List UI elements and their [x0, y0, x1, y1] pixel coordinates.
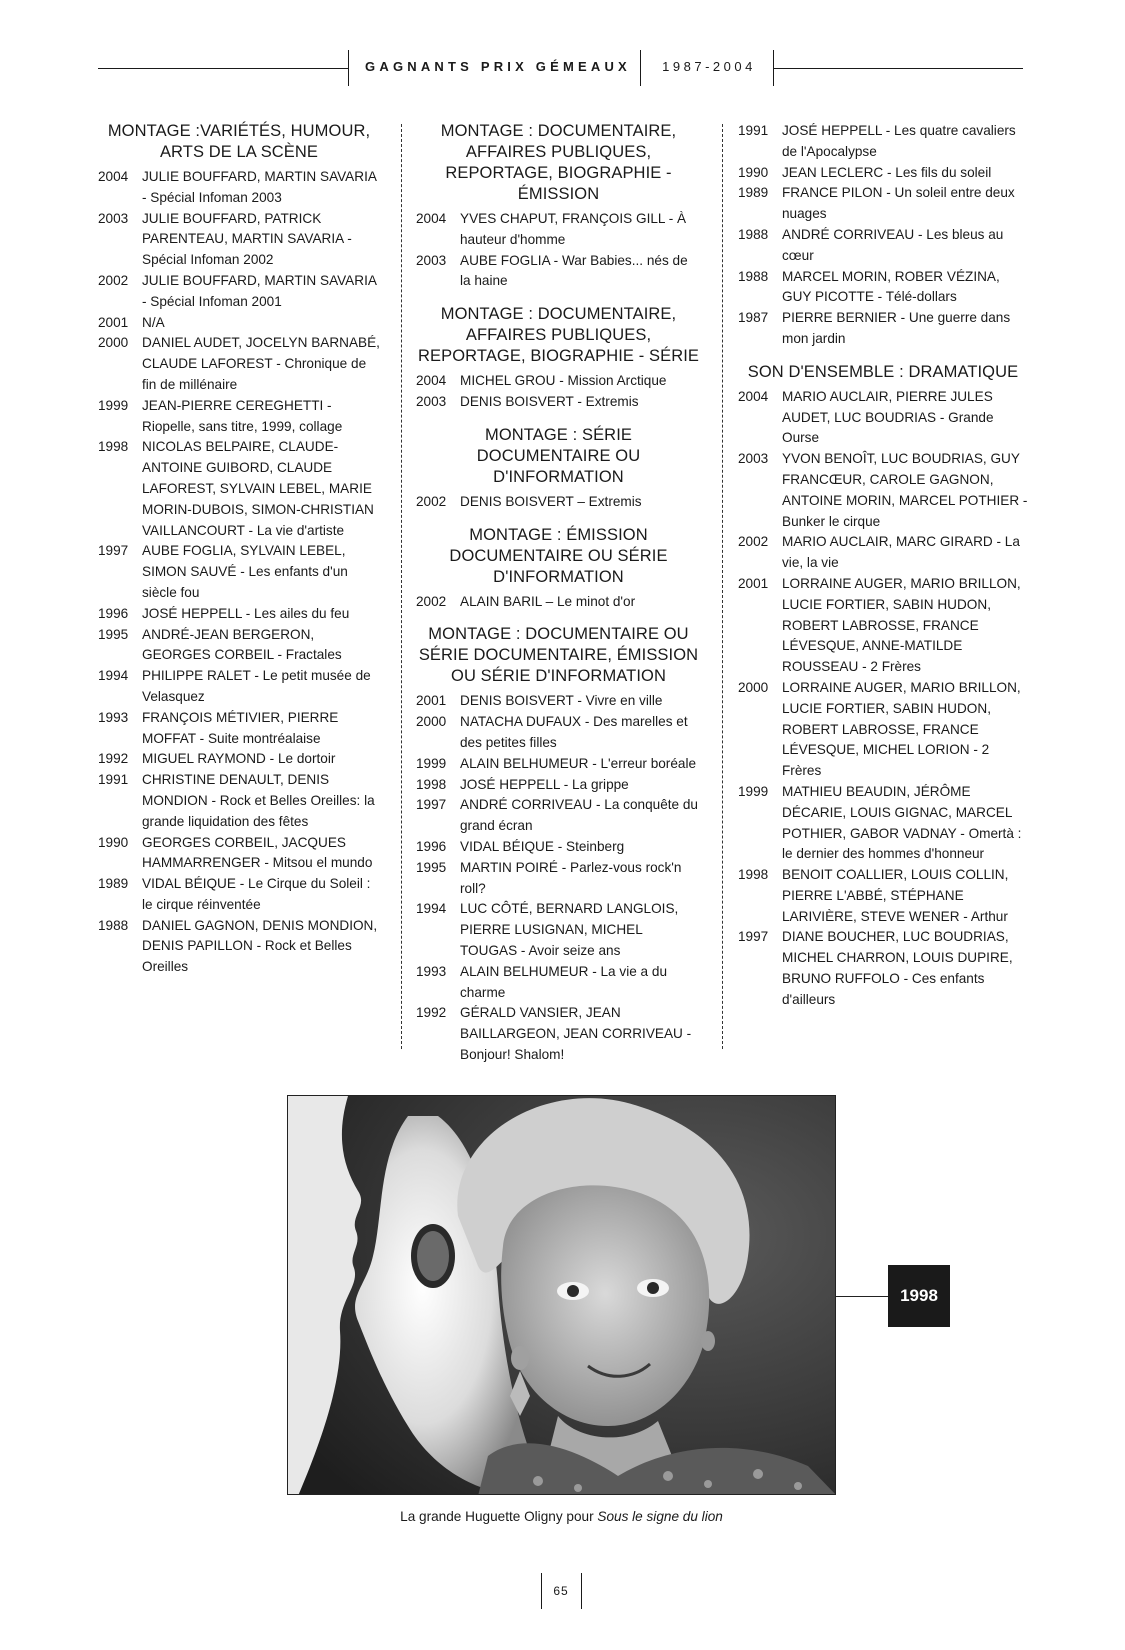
award-section: [98, 121, 380, 978]
entry-year: 1995: [98, 626, 129, 642]
column-right: [738, 121, 1028, 1023]
entry-text: JULIE BOUFFARD, MARTIN SAVARIA - Spécial Infoman 2003: [142, 169, 377, 205]
entry-text: MARCEL MORIN, ROBER VÉZINA, GUY PICOTTE - Télé-dollars: [782, 268, 1000, 305]
entry-text: PHILIPPE RALET - Le petit musée de Velasquez: [142, 668, 371, 704]
entry-year: 2000: [98, 335, 129, 351]
entry-text: DENIS BOISVERT - Vivre en ville: [460, 693, 663, 709]
award-entry: [738, 225, 1028, 267]
award-entry: [738, 678, 1028, 782]
entry-text: MICHEL GROU - Mission Arctique: [460, 373, 667, 389]
entry-text: BENOIT COALLIER, LOUIS COLLIN, PIERRE L'ABBÉ, STÉPHANE LARIVIÈRE, STEVE WENER - Arthur: [782, 867, 1009, 924]
award-entry: [416, 858, 701, 900]
award-entry: [738, 927, 1028, 1010]
footer-tick: [581, 1573, 582, 1609]
header-tick: [640, 50, 641, 86]
entry-year: 1999: [416, 755, 447, 771]
award-section: [416, 624, 701, 1065]
award-entry: [98, 625, 380, 667]
entry-text: ANDRÉ CORRIVEAU - Les bleus au cœur: [782, 226, 1004, 263]
entry-year: 2002: [98, 272, 129, 288]
entry-text: NICOLAS BELPAIRE, CLAUDE-ANTOINE GUIBORD, CLAUDE LAFOREST, SYLVAIN LEBEL, MARIE MORIN-DUBOIS, SIMON-CHRISTIAN VAILLANCOURT - La vie d'artiste: [142, 439, 374, 538]
award-entry: [98, 916, 380, 978]
award-section: [416, 425, 701, 513]
entry-text: LUC CÔTÉ, BERNARD LANGLOIS, PIERRE LUSIGNAN, MICHEL TOUGAS - Avoir seize ans: [460, 901, 679, 958]
entry-year: 2002: [416, 493, 447, 509]
entry-year: 2000: [738, 679, 769, 695]
photo-caption: [287, 1509, 836, 1524]
entry-year: 2004: [416, 373, 447, 389]
award-entry: [416, 492, 701, 513]
entry-text: ALAIN BELHUMEUR - La vie a du charme: [460, 963, 668, 1000]
entry-year: 2001: [416, 693, 447, 709]
entry-text: JULIE BOUFFARD, MARTIN SAVARIA - Spécial Infoman 2001: [142, 272, 377, 309]
award-entry: [738, 574, 1028, 678]
entry-year: 2001: [98, 314, 129, 330]
caption-title: Sous le signe du lion: [597, 1509, 723, 1524]
entry-text: DIANE BOUCHER, LUC BOUDRIAS, MICHEL CHARRON, LOUIS DUPIRE, BRUNO RUFFOLO - Ces enfants d'ailleurs: [782, 929, 1013, 1007]
year-callout-line: [836, 1296, 888, 1297]
entry-year: 2002: [416, 593, 447, 609]
award-section: [738, 362, 1028, 1011]
entry-year: 1999: [98, 397, 129, 413]
header-rule-left: [98, 68, 348, 69]
award-entry: [738, 183, 1028, 225]
award-entry: [416, 371, 701, 392]
entry-text: JOSÉ HEPPELL - La grippe: [460, 776, 629, 792]
award-entry: [98, 604, 380, 625]
entry-year: 1989: [98, 876, 129, 892]
year-badge: 1998: [888, 1265, 950, 1327]
entry-text: YVES CHAPUT, FRANÇOIS GILL - À hauteur d'homme: [460, 211, 687, 247]
award-entry: [416, 754, 701, 775]
award-section: [416, 121, 701, 292]
entry-text: VIDAL BÉIQUE - Steinberg: [460, 838, 625, 854]
award-entry: [98, 313, 380, 334]
entry-year: 2004: [98, 169, 129, 184]
entry-text: GEORGES CORBEIL, JACQUES HAMMARRENGER - Mitsou el mundo: [142, 834, 373, 871]
award-entry: [98, 666, 380, 708]
entry-year: 1994: [98, 668, 129, 684]
entry-year: 2004: [416, 211, 447, 226]
entry-text: ALAIN BELHUMEUR - L'erreur boréale: [460, 755, 697, 771]
entry-text: FRANÇOIS MÉTIVIER, PIERRE MOFFAT - Suite montréalaise: [142, 709, 339, 746]
entry-text: LORRAINE AUGER, MARIO BRILLON, LUCIE FORTIER, SABIN HUDON, ROBERT LABROSSE, FRANCE LÉVESQUE, ANNE-MATILDE ROUSSEAU - 2 Frères: [782, 575, 1021, 675]
award-entry: [98, 333, 380, 395]
section-title: SON D'ENSEMBLE : DRAMATIQUE: [747, 362, 1019, 381]
award-entry: [416, 795, 701, 837]
entry-year: 1994: [416, 901, 447, 917]
entry-year: 1990: [738, 164, 769, 180]
entry-year: 1997: [416, 797, 447, 813]
entry-year: 1987: [738, 310, 769, 326]
entry-text: LORRAINE AUGER, MARIO BRILLON, LUCIE FORTIER, SABIN HUDON, ROBERT LABROSSE, FRANCE LÉVESQUE, MICHEL LORION - 2 Frères: [782, 679, 1021, 779]
section-title: MONTAGE : SÉRIE DOCUMENTAIRE OU D'INFORMATION: [476, 425, 641, 486]
entry-year: 1998: [416, 776, 447, 792]
entry-text: ANDRÉ-JEAN BERGERON, GEORGES CORBEIL - Fractales: [142, 626, 342, 663]
entry-year: 2002: [738, 534, 769, 550]
entry-year: 1988: [738, 268, 769, 284]
award-entry: [738, 449, 1028, 532]
award-entry: [738, 267, 1028, 309]
award-section: [416, 304, 701, 413]
award-entry: [416, 209, 701, 251]
column-left: [98, 121, 380, 990]
entry-year: 1991: [98, 772, 129, 788]
section-title: MONTAGE : DOCUMENTAIRE, AFFAIRES PUBLIQUES, REPORTAGE, BIOGRAPHIE - ÉMISSION: [440, 122, 677, 203]
award-entry: [738, 865, 1028, 927]
award-section: [416, 525, 701, 613]
entry-text: MATHIEU BEAUDIN, JÉRÔME DÉCARIE, LOUIS GIGNAC, MARCEL POTHIER, GABOR VADNAY - Omertà : le dernier des hommes d'honneur: [782, 783, 1022, 862]
award-entry: [98, 770, 380, 832]
entry-year: 1997: [98, 543, 129, 559]
entry-year: 1993: [98, 709, 129, 725]
column-separator: [401, 124, 402, 1049]
entry-text: MARIO AUCLAIR, MARC GIRARD - La vie, la vie: [782, 534, 1020, 571]
entry-year: 1995: [416, 859, 447, 875]
column-separator: [722, 124, 723, 1049]
header-rule-right: [773, 68, 1023, 69]
entry-year: 1993: [416, 963, 447, 979]
award-entry: [416, 712, 701, 754]
section-title: MONTAGE : DOCUMENTAIRE, AFFAIRES PUBLIQUES, REPORTAGE, BIOGRAPHIE - SÉRIE: [417, 305, 699, 366]
entry-text: MIGUEL RAYMOND - Le dortoir: [142, 751, 336, 767]
award-entry: [98, 541, 380, 603]
entry-text: JOSÉ HEPPELL - Les quatre cavaliers de l'Apocalypse: [782, 123, 1016, 159]
column-middle: [416, 121, 701, 1078]
entry-year: 1996: [416, 838, 447, 854]
entry-text: DENIS BOISVERT – Extremis: [460, 493, 642, 509]
entry-text: MARTIN POIRÉ - Parlez-vous rock'n roll?: [460, 859, 682, 896]
entry-text: AUBE FOGLIA - War Babies... nés de la haine: [460, 252, 688, 289]
entry-text: NATACHA DUFAUX - Des marelles et des petites filles: [460, 714, 688, 750]
entry-year: 2003: [738, 451, 769, 467]
entry-text: DANIEL AUDET, JOCELYN BARNABÉ, CLAUDE LAFOREST - Chronique de fin de millénaire: [142, 335, 380, 392]
award-entry: [738, 163, 1028, 184]
award-section: [738, 121, 1028, 350]
page-number: 65: [553, 1584, 569, 1598]
entry-year: 1988: [98, 917, 129, 933]
award-entry: [416, 775, 701, 796]
award-entry: [98, 874, 380, 916]
entry-text: YVON BENOÎT, LUC BOUDRIAS, GUY FRANCŒUR, CAROLE GAGNON, ANTOINE MORIN, MARCEL POTHIER - Bunker le cirque: [782, 451, 1028, 529]
section-title: MONTAGE :VARIÉTÉS, HUMOUR, ARTS DE LA SCÈNE: [107, 122, 371, 161]
award-entry: [738, 782, 1028, 865]
award-entry: [416, 691, 701, 712]
entry-year: 1989: [738, 185, 769, 201]
award-entry: [98, 708, 380, 750]
award-entry: [738, 308, 1028, 350]
award-entry: [416, 1003, 701, 1065]
entry-text: N/A: [142, 314, 165, 330]
entry-text: VIDAL BÉIQUE - Le Cirque du Soleil : le cirque réinventée: [142, 876, 371, 912]
award-entry: [98, 271, 380, 313]
entry-year: 1996: [98, 605, 129, 621]
entry-year: 1990: [98, 834, 129, 850]
entry-year: 1988: [738, 226, 769, 242]
award-entry: [416, 251, 701, 293]
award-entry: [98, 437, 380, 541]
entry-year: 1991: [738, 123, 769, 138]
section-title: MONTAGE : ÉMISSION DOCUMENTAIRE OU SÉRIE D'INFORMATION: [449, 525, 668, 586]
award-entry: [98, 833, 380, 875]
entry-year: 2003: [416, 393, 447, 409]
entry-year: 1999: [738, 783, 769, 799]
portrait-photo: [287, 1095, 836, 1495]
entry-text: ALAIN BARIL – Le minot d'or: [460, 593, 636, 609]
award-entry: [416, 837, 701, 858]
award-entry: [738, 387, 1028, 449]
entry-year: 2003: [416, 252, 447, 268]
award-entry: [98, 749, 380, 770]
entry-text: DANIEL GAGNON, DENIS MONDION, DENIS PAPILLON - Rock et Belles Oreilles: [142, 917, 378, 975]
entry-year: 1992: [98, 751, 129, 767]
entry-year: 2003: [98, 210, 129, 226]
header-tick: [348, 50, 349, 86]
entry-text: DENIS BOISVERT - Extremis: [460, 393, 639, 409]
entry-text: JEAN LECLERC - Les fils du soleil: [782, 164, 992, 180]
entry-text: JULIE BOUFFARD, PATRICK PARENTEAU, MARTIN SAVARIA - Spécial Infoman 2002: [142, 210, 352, 268]
award-entry: [98, 167, 380, 209]
entry-text: MARIO AUCLAIR, PIERRE JULES AUDET, LUC BOUDRIAS - Grande Ourse: [782, 388, 994, 446]
entry-year: 2004: [738, 388, 769, 404]
award-entry: [738, 532, 1028, 574]
award-entry: [416, 899, 701, 961]
section-title: MONTAGE : DOCUMENTAIRE OU SÉRIE DOCUMENTAIRE, ÉMISSION OU SÉRIE D'INFORMATION: [418, 625, 699, 686]
caption-text: La grande Huguette Oligny pour: [400, 1509, 598, 1524]
award-entry: [98, 209, 380, 271]
entry-text: CHRISTINE DENAULT, DENIS MONDION - Rock et Belles Oreilles: la grande liquidation des fêtes: [142, 772, 375, 829]
entry-text: JOSÉ HEPPELL - Les ailes du feu: [142, 605, 350, 621]
entry-text: ANDRÉ CORRIVEAU - La conquête du grand écran: [460, 797, 698, 834]
award-entry: [98, 396, 380, 438]
award-entry: [738, 121, 1028, 163]
entry-text: AUBE FOGLIA, SYLVAIN LEBEL, SIMON SAUVÉ - Les enfants d'un siècle fou: [142, 543, 348, 600]
running-header-title: GAGNANTS PRIX GÉMEAUX: [365, 59, 631, 74]
entry-text: GÉRALD VANSIER, JEAN BAILLARGEON, JEAN CORRIVEAU - Bonjour! Shalom!: [460, 1005, 692, 1062]
entry-year: 1998: [738, 867, 769, 883]
entry-year: 1992: [416, 1005, 447, 1021]
running-header-years: 1987-2004: [662, 59, 756, 74]
entry-text: FRANCE PILON - Un soleil entre deux nuages: [782, 185, 1015, 222]
entry-text: PIERRE BERNIER - Une guerre dans mon jardin: [782, 310, 1011, 346]
award-entry: [416, 592, 701, 613]
award-entry: [416, 962, 701, 1004]
award-entry: [416, 392, 701, 413]
entry-year: 2001: [738, 575, 769, 591]
entry-year: 1997: [738, 929, 769, 945]
entry-year: 1998: [98, 439, 129, 455]
entry-year: 2000: [416, 714, 447, 730]
entry-text: JEAN-PIERRE CEREGHETTI - Riopelle, sans titre, 1999, collage: [142, 397, 343, 434]
